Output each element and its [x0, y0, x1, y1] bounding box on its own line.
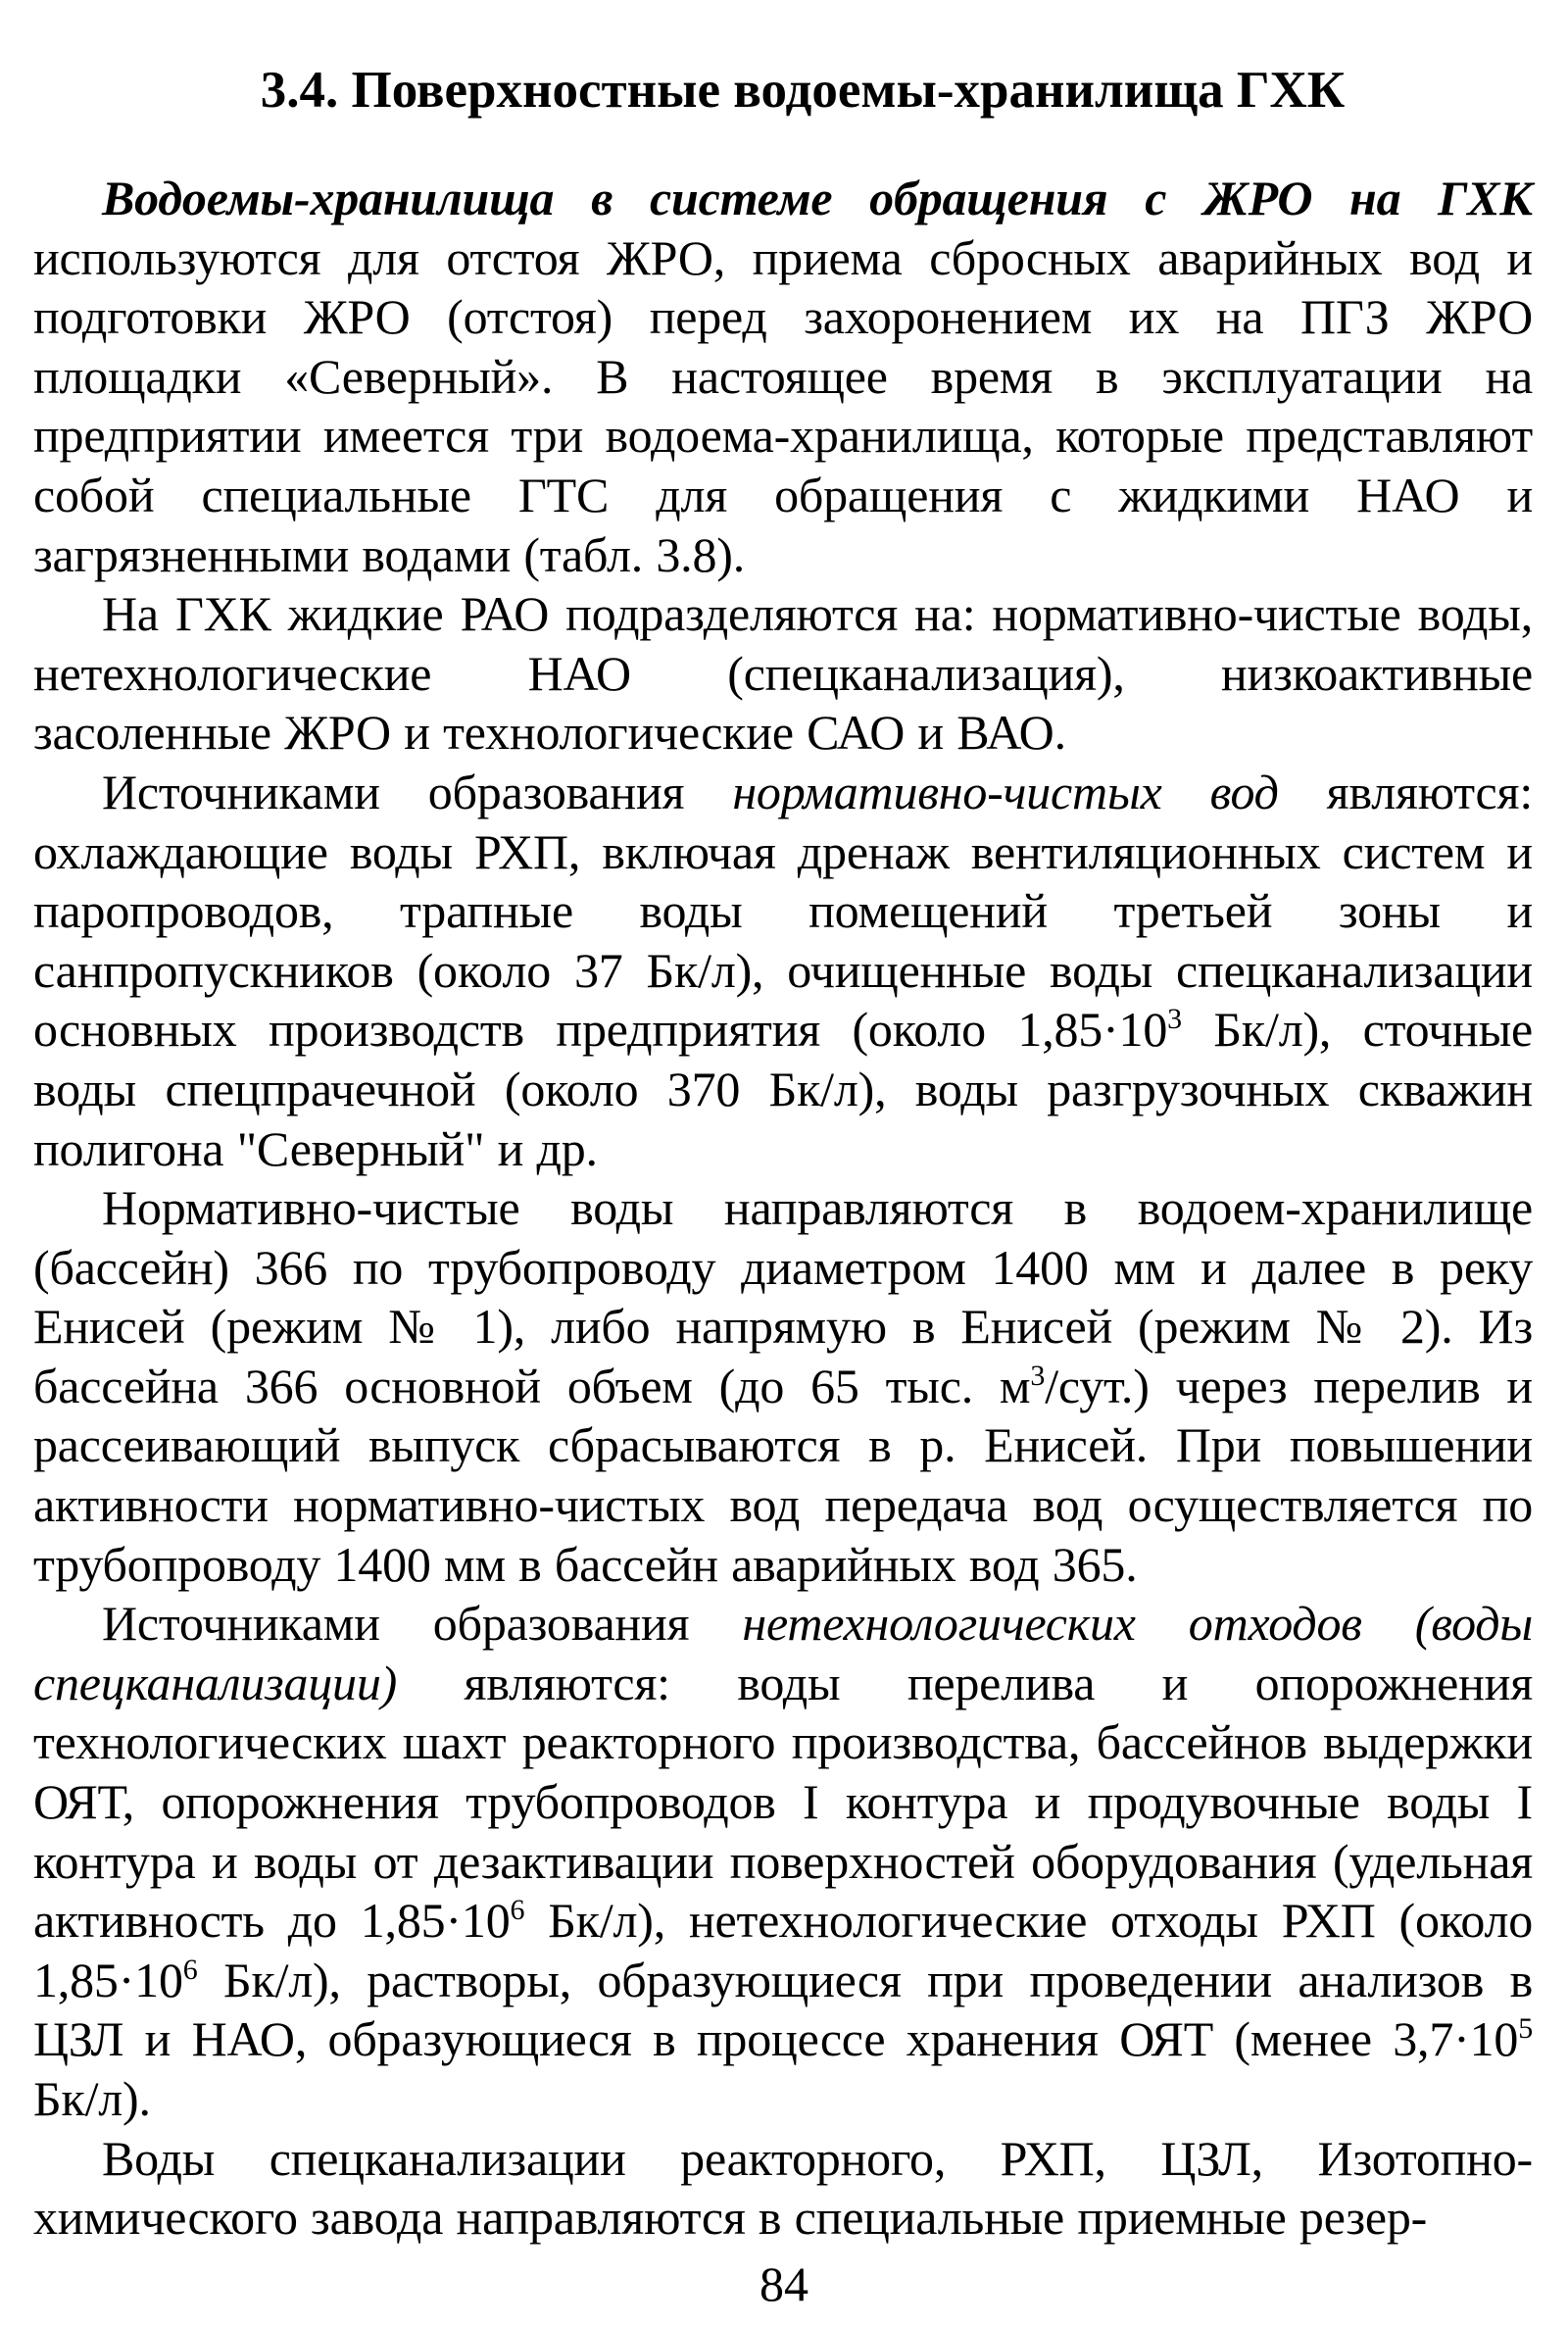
paragraph-4-text-1: Нормативно-чистые воды направляются в водоем-хранилище (бассейн) 366 по трубопроводу диаметром 1400 мм и далее в реку Енисей (режим № 1), либо напрямую в Енисей (режим № 2). Из бассейна 366 основной объем (до 65 тыс. м: [33, 1180, 1533, 1413]
paragraph-1-lead: Водоемы-хранилища в системе обращения с ЖРО на ГХК: [102, 171, 1533, 225]
paragraph-3-text-1: Источниками образования: [102, 764, 733, 819]
paragraph-5-text-5: Бк/л).: [33, 2071, 151, 2126]
paragraph-3: [33, 763, 1533, 1178]
paragraph-5-term: нетехнологических отходов (воды спецканализации): [33, 1596, 1533, 1710]
paragraph-3-text-2: являются: охлаждающие воды РХП, включая дренаж вентиляционных систем и паропроводов, трапные воды помещений третьей зоны и санпропускников (около 37 Бк/л), очищенные воды спецканализации основных производств предприятия (около 1,85·10: [33, 764, 1534, 1058]
document-page: [33, 59, 1533, 2248]
paragraph-5-text-4: Бк/л), растворы, образующиеся при проведении анализов в ЦЗЛ и НАО, образующиеся в процессе хранения ОЯТ (менее 3,7·10: [33, 1952, 1533, 2067]
paragraph-4-text-2: /сут.) через перелив и рассеивающий выпуск сбрасываются в р. Енисей. При повышении активности нормативно-чистых вод передача вод осуществляется по трубопроводу 1400 мм в бассейн аварийных вод 365.: [33, 1358, 1533, 1592]
paragraph-1-text: используются для отстоя ЖРО, приема сбросных аварийных вод и подготовки ЖРО (отстоя) перед захоронением их на ПГЗ ЖРО площадки «Северный». В настоящее время в эксплуатации на предприятии имеется три водоема-хранилища, которые представляют собой специальные ГТС для обращения с жидкими НАО и загрязненными водами (табл. 3.8).: [33, 229, 1533, 582]
paragraph-2: На ГХК жидкие РАО подразделяются на: нормативно-чистые воды, нетехнологические НАО (спецканализация), низкоактивные засоленные ЖРО и технологические САО и ВАО.: [33, 586, 1533, 761]
page-number: 84: [760, 2256, 808, 2311]
paragraph-3-term: нормативно-чистых вод: [732, 764, 1279, 819]
paragraph-5-exponent-2: 6: [182, 1953, 198, 1986]
paragraph-5-text-3: Бк/л), нетехнологические отходы РХП (около 1,85·10: [33, 1893, 1534, 2007]
paragraph-6: Воды спецканализации реакторного, РХП, ЦЗЛ, Изотопно-химического завода направляются в специальные приемные резер-: [33, 2130, 1533, 2246]
paragraph-4: [33, 1178, 1533, 1594]
paragraph-5-exponent-3: 5: [1518, 2012, 1533, 2046]
paragraph-3-exponent: 3: [1167, 1003, 1182, 1036]
section-heading: 3.4. Поверхностные водоемы-хранилища ГХК: [260, 62, 1346, 119]
paragraph-5: [33, 1594, 1533, 2128]
paragraph-4-exponent: 3: [1030, 1359, 1046, 1392]
paragraph-5-text-1: Источниками образования: [102, 1596, 743, 1652]
paragraph-5-exponent-1: 6: [510, 1894, 525, 1927]
paragraph-3-text-3: Бк/л), сточные воды спецпрачечной (около 370 Бк/л), воды разгрузочных скважин полигона "Северный" и др.: [33, 1002, 1534, 1176]
paragraph-1: [33, 169, 1533, 584]
paragraph-5-text-2: являются: воды перелива и опорожнения технологических шахт реакторного производства, бассейнов выдержки ОЯТ, опорожнения трубопроводов I контура и продувочные воды I контура и воды от дезактивации поверхностей оборудования (удельная активность до 1,85·10: [33, 1655, 1533, 1949]
